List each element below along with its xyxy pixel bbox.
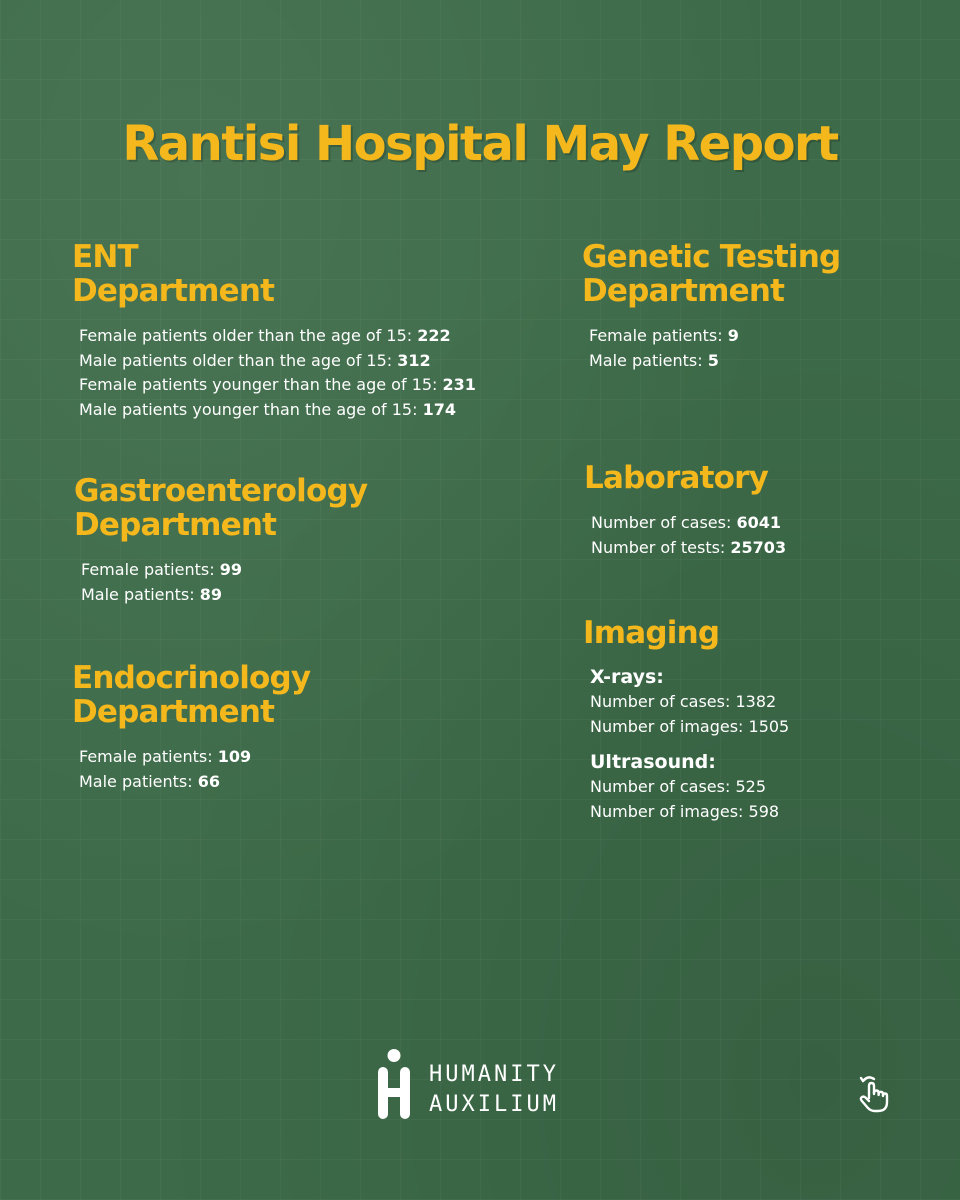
ent-heading-line1: ENT — [72, 239, 138, 275]
stat-value: 9 — [727, 326, 739, 345]
hand-swipe-icon — [852, 1072, 896, 1116]
stat-label: Male patients younger than the age of 15: — [79, 399, 423, 419]
stat-label: Female patients: — [79, 747, 218, 766]
endocrinology-section — [72, 661, 310, 794]
xrays-stat-row: Number of cases: 1382 — [590, 692, 777, 711]
gastroenterology-section — [74, 474, 367, 607]
stat-label: Female patients older than the age of 15: — [79, 326, 418, 345]
laboratory-stat-row — [591, 511, 786, 536]
ultrasound-stats — [583, 775, 789, 824]
stat-value: 89 — [199, 584, 222, 604]
endocrinology-heading-line2: Department — [72, 694, 275, 730]
laboratory-section — [584, 461, 786, 560]
genetic-testing-stat-row — [589, 324, 840, 349]
stat-value: 66 — [197, 771, 220, 791]
stat-label: Number of cases: — [591, 513, 737, 532]
logo-line2: AUXILIUM — [429, 1092, 559, 1117]
stat-value: 312 — [397, 350, 431, 370]
ultrasound-stat-row: Number of images: 598 — [590, 801, 780, 821]
xrays-subheading: X-rays: — [590, 666, 664, 688]
genetic-testing-section — [582, 240, 840, 373]
genetic-testing-stat-row — [589, 349, 840, 374]
ultrasound-stat-row: Number of cases: 525 — [590, 777, 766, 796]
stat-value: 231 — [442, 375, 476, 394]
humanity-auxilium-logo-mark-icon — [374, 1048, 414, 1120]
imaging-section — [583, 616, 789, 824]
laboratory-stat-row — [591, 536, 786, 561]
ent-stat-row — [79, 349, 476, 374]
xrays-stat-row: Number of images: 1505 — [590, 716, 790, 736]
gastroenterology-heading-line2: Department — [74, 507, 277, 543]
genetic-testing-stats — [582, 324, 840, 373]
ultrasound-subheading: Ultrasound: — [590, 751, 716, 773]
stat-label: Male patients: — [79, 771, 198, 791]
endocrinology-stat-row — [79, 770, 310, 795]
ent-stat-row — [79, 398, 476, 423]
genetic-testing-heading — [582, 240, 840, 308]
stat-label: Female patients: — [81, 560, 220, 579]
ent-stat-row — [79, 373, 476, 398]
ent-stat-row — [79, 324, 476, 349]
stat-label: Number of tests: — [591, 537, 731, 557]
logo-wordmark — [429, 1060, 559, 1120]
stat-value: 222 — [417, 326, 451, 345]
logo-line1: HUMANITY — [429, 1062, 559, 1087]
stat-label: Female patients younger than the age of 15: — [79, 375, 443, 394]
ent-section — [72, 240, 476, 422]
gastroenterology-heading-line1: Gastroenterology — [74, 473, 368, 509]
stat-label: Male patients: — [589, 350, 708, 370]
gastroenterology-stats — [74, 558, 367, 607]
ent-heading — [72, 240, 476, 308]
stat-value: 174 — [422, 399, 456, 419]
ent-stats — [72, 324, 476, 422]
stat-value: 5 — [707, 350, 719, 370]
genetic-testing-heading-line2: Department — [582, 273, 785, 309]
ent-heading-line2: Department — [72, 273, 275, 309]
stat-value: 25703 — [730, 537, 787, 557]
endocrinology-stat-row — [79, 745, 310, 770]
endocrinology-stats — [72, 745, 310, 794]
laboratory-stats — [584, 511, 786, 560]
stat-label: Female patients: — [589, 326, 728, 345]
laboratory-heading: Laboratory — [584, 460, 768, 496]
xrays-stats — [583, 690, 789, 739]
imaging-heading: Imaging — [583, 615, 720, 651]
stat-value: 99 — [219, 560, 242, 579]
gastroenterology-stat-row — [81, 558, 367, 583]
page-title: Rantisi Hospital May Report — [122, 116, 838, 172]
endocrinology-heading-line1: Endocrinology — [72, 660, 311, 696]
stat-value: 6041 — [736, 513, 781, 532]
endocrinology-heading — [72, 661, 310, 729]
gastroenterology-stat-row — [81, 583, 367, 608]
stat-value: 109 — [217, 747, 252, 766]
genetic-testing-heading-line1: Genetic Testing — [582, 239, 841, 275]
stat-label: Male patients older than the age of 15: — [79, 350, 398, 370]
stat-label: Male patients: — [81, 584, 200, 604]
gastroenterology-heading — [74, 474, 367, 542]
